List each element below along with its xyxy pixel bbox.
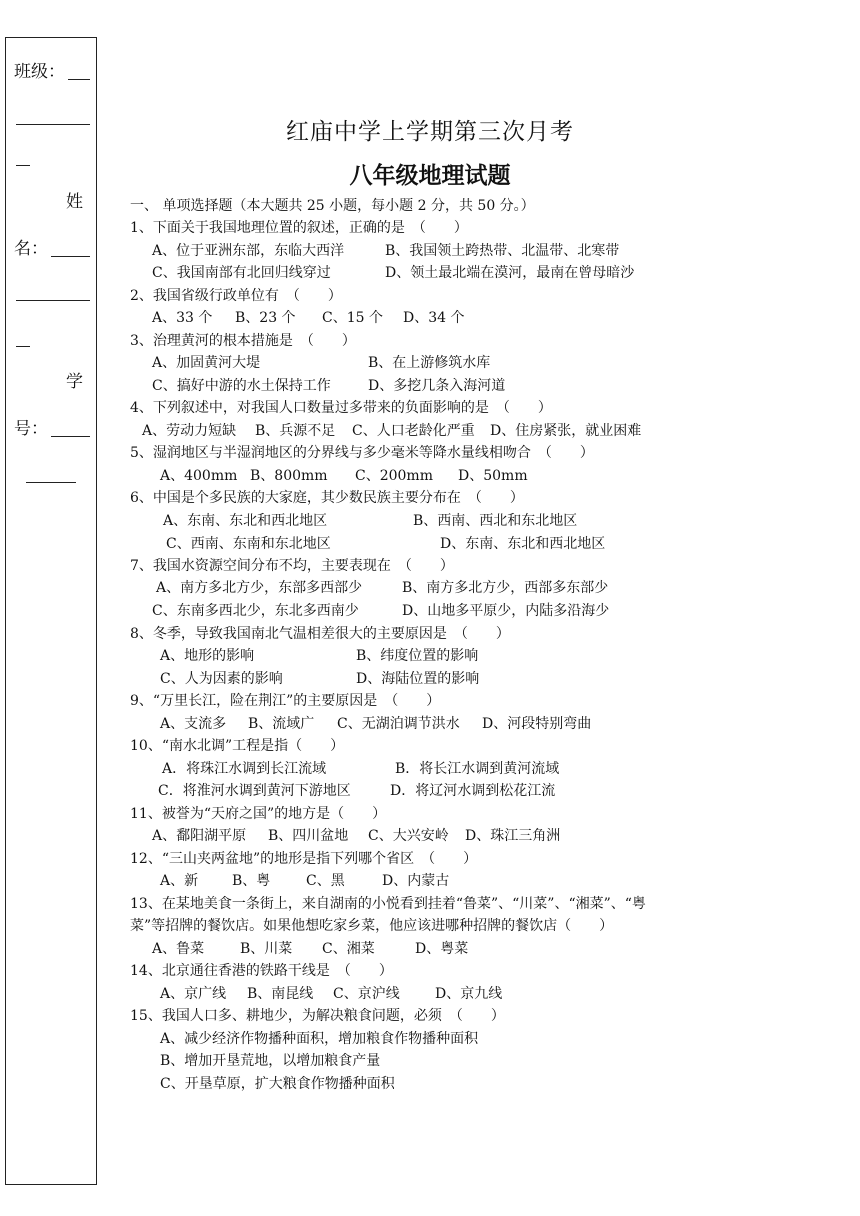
- option: D．将辽河水调到松花江流: [390, 783, 556, 799]
- option: B、兵源不足: [255, 423, 336, 439]
- option: A、位于亚洲东部，东临大西洋: [152, 243, 345, 259]
- option: D、东南、东北和西北地区: [440, 536, 606, 552]
- student-info-box: [5, 37, 97, 1185]
- question-stem-continued: 菜”等招牌的餐饮店。如果他想吃家乡菜，他应该进哪种招牌的餐饮店（ ）: [130, 918, 614, 934]
- option: B、四川盆地: [268, 828, 349, 844]
- option: C、15 个: [322, 310, 383, 326]
- option: C、人口老龄化严重: [352, 423, 475, 439]
- option: C、京沪线: [333, 986, 400, 1002]
- option: B、流域广: [248, 716, 315, 732]
- option: D、内蒙古: [382, 873, 450, 889]
- option: A、减少经济作物播种面积，增加粮食作物播种面积: [160, 1031, 479, 1047]
- option: C、黑: [306, 873, 345, 889]
- option: D、河段特别弯曲: [482, 716, 592, 732]
- question-stem: 10、“南水北调”工程是指（ ）: [130, 738, 345, 754]
- question-stem: 4、下列叙述中，对我国人口数量过多带来的负面影响的是 （ ）: [130, 400, 552, 416]
- option: B、我国领土跨热带、北温带、北寒带: [385, 243, 620, 259]
- question-stem: 2、我国省级行政单位有 （ ）: [130, 288, 342, 304]
- question-stem: 5、湿润地区与半湿润地区的分界线与多少毫米等降水量线相吻合 （ ）: [130, 445, 594, 461]
- option: C、人为因素的影响: [160, 671, 283, 687]
- option: A、新: [160, 873, 199, 889]
- option: D、山地多平原少，内陆多沿海少: [402, 603, 610, 619]
- name-blank-line: [51, 256, 90, 257]
- question-stem: 14、北京通往香港的铁路干线是 （ ）: [130, 963, 393, 979]
- name-blank-line: [16, 300, 90, 301]
- option: C、搞好中游的水土保持工作: [152, 378, 331, 394]
- option: C、西南、东南和东北地区: [166, 536, 331, 552]
- option: A、400mm: [160, 468, 238, 484]
- exam-title: 红庙中学上学期第三次月考: [286, 119, 574, 145]
- option: D、海陆位置的影响: [356, 671, 480, 687]
- option: B、粤: [232, 873, 271, 889]
- option: C、200mm: [355, 468, 433, 484]
- class-label: 班级：: [14, 62, 65, 82]
- question-stem: 13、在某地美食一条街上，来自湖南的小悦看到挂着“鲁菜”、“川菜”、“湘菜”、“粤: [130, 896, 646, 912]
- question-stem: 7、我国水资源空间分布不均，主要表现在 （ ）: [130, 558, 454, 574]
- option: C、无湖泊调节洪水: [337, 716, 460, 732]
- option: A、京广线: [160, 986, 227, 1002]
- option: A．将珠江水调到长江流域: [162, 761, 327, 777]
- option: A、鄱阳湖平原: [152, 828, 247, 844]
- option: D、34 个: [403, 310, 465, 326]
- option: B．将长江水调到黄河流域: [395, 761, 560, 777]
- question-stem: 1、下面关于我国地理位置的叙述，正确的是 （ ）: [130, 220, 468, 236]
- question-stem: 3、治理黄河的根本措施是 （ ）: [130, 333, 356, 349]
- option: B、800mm: [250, 468, 328, 484]
- id-blank-line: [51, 436, 90, 437]
- option: B、23 个: [235, 310, 296, 326]
- option: C、我国南部有北回归线穿过: [152, 265, 331, 281]
- name-label: 名：: [14, 239, 48, 259]
- question-stem: 12、“三山夹两盆地”的地形是指下列哪个省区 （ ）: [130, 851, 478, 867]
- option: D、领土最北端在漠河，最南在曾母暗沙: [385, 265, 635, 281]
- option: D、粤菜: [415, 941, 469, 957]
- option: A、东南、东北和西北地区: [163, 513, 328, 529]
- option: A、支流多: [160, 716, 227, 732]
- name-label-char: 姓: [66, 192, 83, 212]
- section-heading: 一、 单项选择题（本大题共 25 小题，每小题 2 分，共 50 分。）: [130, 198, 535, 214]
- option: D、珠江三角洲: [465, 828, 561, 844]
- question-stem: 6、中国是个多民族的大家庭，其少数民族主要分布在 （ ）: [130, 490, 524, 506]
- question-stem: 9、“万里长江，险在荆江”的主要原因是 （ ）: [130, 693, 441, 709]
- question-stem: 11、被誉为“天府之国”的地方是（ ）: [130, 806, 387, 822]
- option: A、劳动力短缺: [142, 423, 237, 439]
- option: B、南昆线: [247, 986, 314, 1002]
- option: A、南方多北方少，东部多西部少: [156, 580, 363, 596]
- option: A、地形的影响: [160, 648, 255, 664]
- option: D、多挖几条入海河道: [368, 378, 506, 394]
- class-blank-line: [68, 79, 90, 80]
- option: D、50mm: [458, 468, 528, 484]
- option: B、川菜: [240, 941, 293, 957]
- option: B、西南、西北和东北地区: [413, 513, 578, 529]
- option: D、京九线: [435, 986, 503, 1002]
- option: B、在上游修筑水库: [368, 355, 491, 371]
- option: C、大兴安岭: [368, 828, 449, 844]
- option: C、湘菜: [322, 941, 375, 957]
- question-stem: 8、冬季，导致我国南北气温相差很大的主要原因是 （ ）: [130, 626, 510, 642]
- option: C、开垦草原，扩大粮食作物播种面积: [160, 1076, 395, 1092]
- id-label-char: 学: [66, 372, 83, 392]
- option: C、东南多西北少，东北多西南少: [152, 603, 359, 619]
- option: B、南方多北方少，西部多东部少: [402, 580, 609, 596]
- name-blank-line: [16, 346, 30, 347]
- option: A、加固黄河大堤: [152, 355, 261, 371]
- option: B、增加开垦荒地，以增加粮食产量: [160, 1053, 381, 1069]
- option: A、鲁菜: [152, 941, 205, 957]
- option: D、住房紧张，就业困难: [490, 423, 642, 439]
- option: C．将淮河水调到黄河下游地区: [158, 783, 351, 799]
- id-blank-line: [26, 482, 76, 483]
- question-stem: 15、我国人口多、耕地少，为解决粮食问题，必须 （ ）: [130, 1008, 505, 1024]
- option: A、33 个: [152, 310, 213, 326]
- id-label: 号：: [14, 419, 48, 439]
- option: B、纬度位置的影响: [356, 648, 479, 664]
- exam-subtitle: 八年级地理试题: [349, 163, 511, 189]
